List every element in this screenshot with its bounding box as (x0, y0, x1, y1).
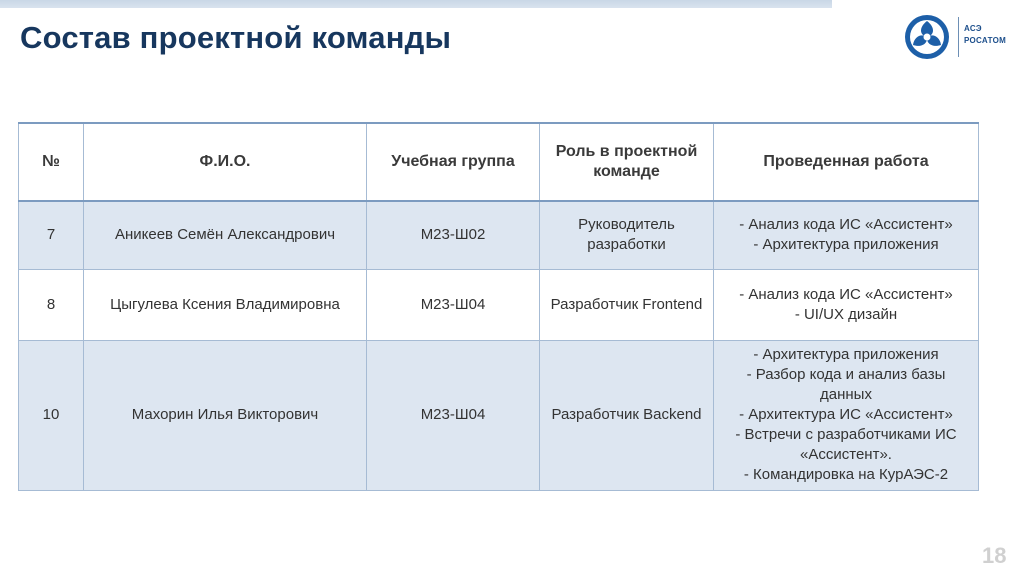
rosatom-logo (902, 13, 1012, 61)
cell-fio: Цыгулева Ксения Владимировна (84, 269, 367, 340)
work-item: - Архитектура приложения (753, 346, 939, 363)
table-header-row (19, 123, 979, 201)
cell-fio: Махорин Илья Викторович (84, 340, 367, 490)
logo-text (964, 23, 1014, 47)
work-item: - Командировка на КурАЭС-2 (743, 466, 949, 483)
logo-line-1: АСЭ (964, 24, 982, 33)
cell-fio: Аникеев Семён Александрович (84, 201, 367, 269)
table-row (19, 201, 979, 269)
page-number: 18 (982, 543, 1007, 568)
cell-num: 7 (19, 201, 84, 269)
cell-role: Разработчик Backend (540, 340, 714, 490)
cell-num: 10 (19, 340, 84, 490)
slide-title: Состав проектной команды (20, 20, 452, 55)
cell-work (714, 269, 979, 340)
table-row (19, 340, 979, 490)
header-group: Учебная группа (367, 123, 540, 201)
cell-group: М23-Ш04 (367, 340, 540, 490)
cell-group: М23-Ш04 (367, 269, 540, 340)
cell-group: М23-Ш02 (367, 201, 540, 269)
logo-divider (958, 17, 959, 57)
header-fio: Ф.И.О. (84, 123, 367, 201)
logo-line-2: РОСАТОМ (964, 36, 1007, 45)
work-item: - Встречи с разработчиками ИС «Ассистент». (735, 426, 957, 463)
work-item: - Анализ кода ИС «Ассистент» (739, 216, 953, 234)
table-row (19, 269, 979, 340)
work-item: - Анализ кода ИС «Ассистент» (739, 285, 953, 303)
atom-logo-icon (902, 13, 952, 61)
team-table (18, 122, 979, 491)
work-item: - UI/UX дизайн (794, 305, 898, 323)
header-work: Проведенная работа (714, 123, 979, 201)
cell-num: 8 (19, 269, 84, 340)
cell-role: Разработчик Frontend (540, 269, 714, 340)
header-role: Роль в проектной команде (540, 123, 714, 201)
header-num: № (19, 123, 84, 201)
work-item: - Архитектура приложения (753, 236, 939, 254)
work-item: - Архитектура ИС «Ассистент» (739, 406, 953, 423)
work-item: - Разбор кода и анализ базы данных (746, 366, 946, 403)
cell-work (714, 201, 979, 269)
cell-role: Руководитель разработки (540, 201, 714, 269)
cell-work (714, 340, 979, 490)
top-accent-bar (0, 0, 832, 8)
